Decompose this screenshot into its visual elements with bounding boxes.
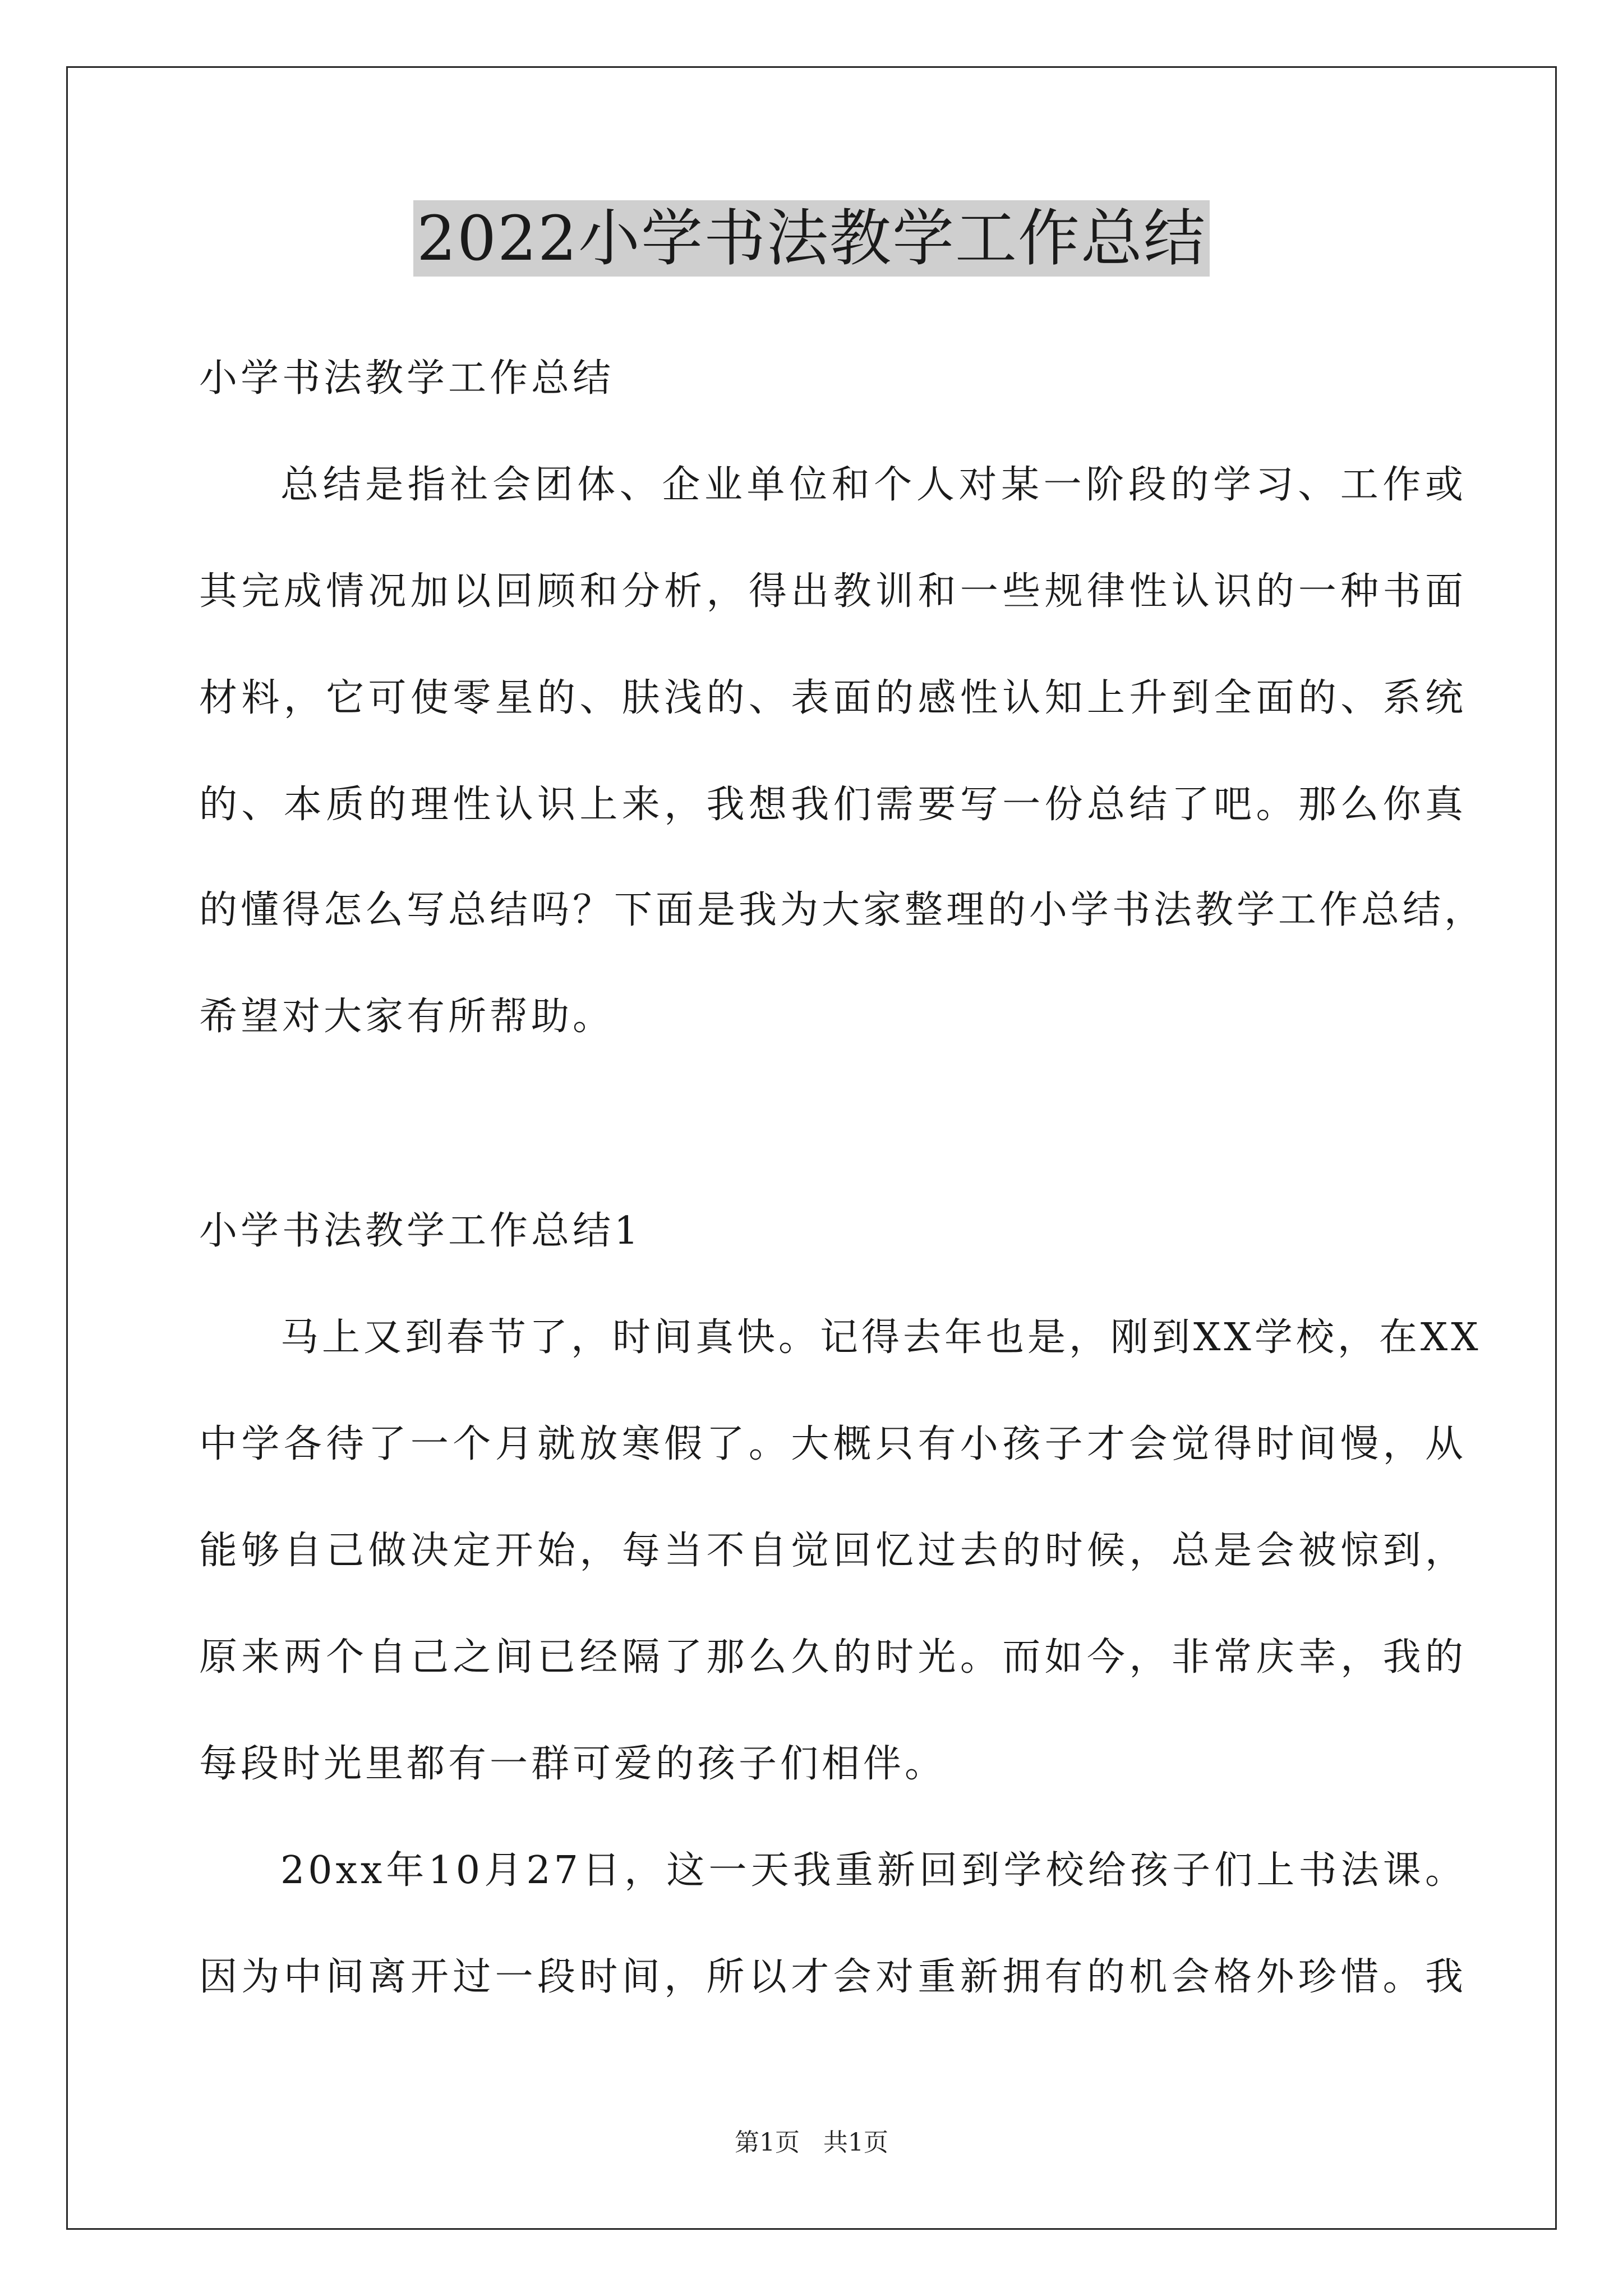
paragraph-line: 中学各待了一个月就放寒假了。大概只有小孩子才会觉得时间慢，从 bbox=[199, 1422, 1467, 1466]
paragraph-line: 其完成情况加以回顾和分析，得出教训和一些规律性认识的一种书面 bbox=[199, 569, 1467, 614]
paragraph-line: 马上又到春节了，时间真快。记得去年也是，刚到XX学校，在XX bbox=[280, 1315, 1482, 1360]
document-title: 2022小学书法教学工作总结 bbox=[0, 199, 1623, 278]
page-footer: 第1页 共1页 bbox=[735, 2128, 888, 2157]
paragraph-line: 的、本质的理性认识上来，我想我们需要写一份总结了吧。那么你真 bbox=[199, 783, 1467, 827]
section-heading-1: 小学书法教学工作总结1 bbox=[199, 1209, 642, 1253]
paragraph-line: 20xx年10月27日，这一天我重新回到学校给孩子们上书法课。 bbox=[280, 1848, 1467, 1893]
paragraph-line: 原来两个自己之间已经隔了那么久的时光。而如今，非常庆幸，我的 bbox=[199, 1635, 1467, 1680]
paragraph-line: 总结是指社会团体、企业单位和个人对某一阶段的学习、工作或 bbox=[280, 463, 1467, 507]
section-heading-intro: 小学书法教学工作总结 bbox=[199, 356, 615, 401]
paragraph-line: 每段时光里都有一群可爱的孩子们相伴。 bbox=[199, 1742, 947, 1786]
paragraph-line: 因为中间离开过一段时间，所以才会对重新拥有的机会格外珍惜。我 bbox=[199, 1955, 1467, 1999]
paragraph-line: 的懂得怎么写总结吗？下面是我为大家整理的小学书法教学工作总结， bbox=[199, 888, 1486, 932]
paragraph-line: 希望对大家有所帮助。 bbox=[199, 995, 615, 1039]
paragraph-line: 材料，它可使零星的、肤浅的、表面的感性认知上升到全面的、系统 bbox=[199, 676, 1467, 720]
paragraph-line: 能够自己做决定开始，每当不自觉回忆过去的时候，总是会被惊到， bbox=[199, 1529, 1467, 1573]
